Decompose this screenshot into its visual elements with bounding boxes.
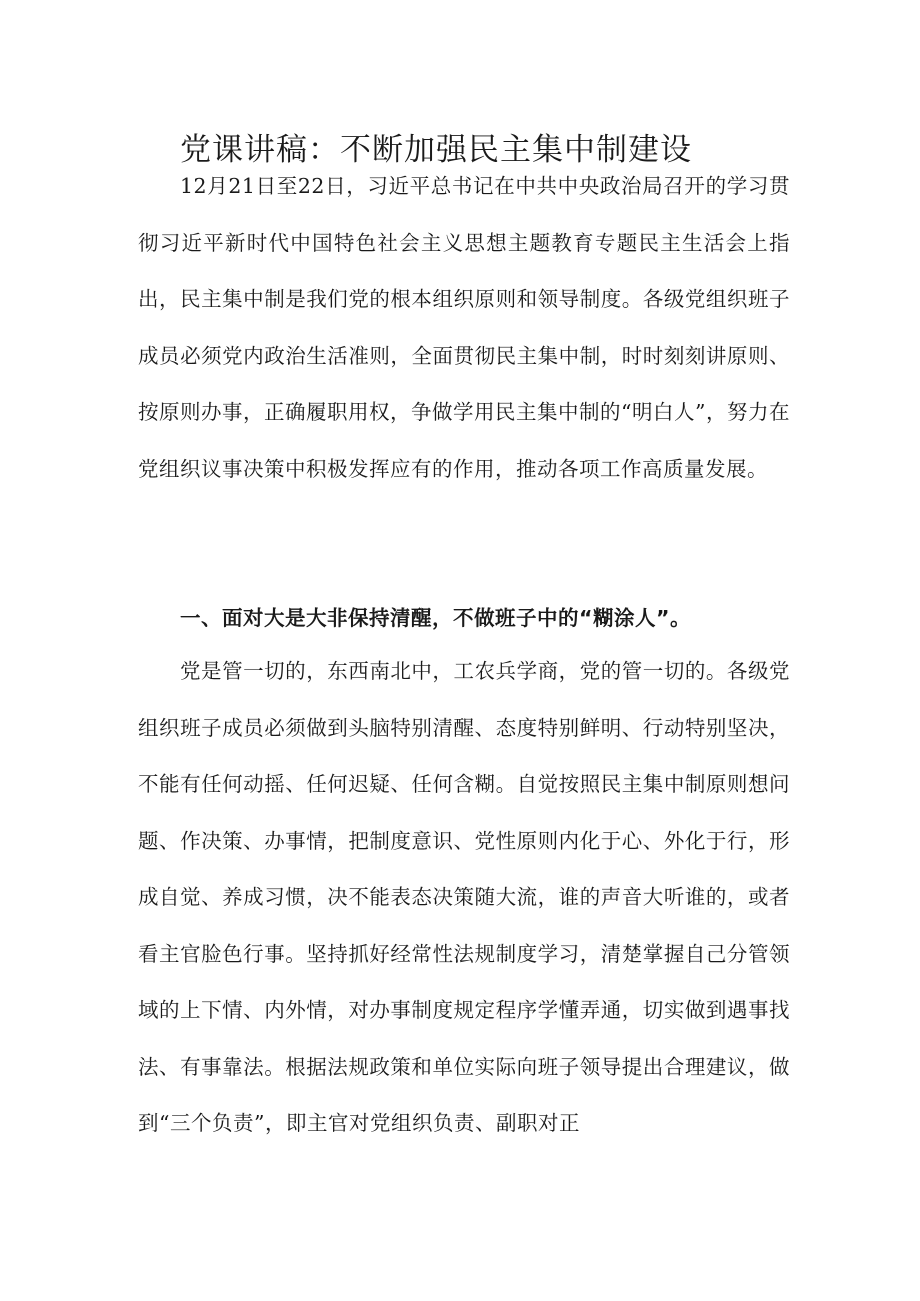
intro-paragraph: 12月21日至22日，习近平总书记在中共中央政治局召开的学习贯彻习近平新时代中国特色社会主义思想主题教育专题民主生活会上指出，民主集中制是我们党的根本组织原则和领导制度。各级党组织班子成员必须党内政治生活准则，全面贯彻民主集中制，时时刻刻讲原则、按原则办事，正确履职用权，争做学用民主集中制的“明白人”，努力在党组织议事决策中积极发挥应有的作用，推动各项工作高质量发展。 [138,174,790,481]
section-heading-1: 一、面对大是大非保持清醒，不做班子中的“糊涂人”。 [180,606,691,630]
document-title: 党课讲稿：不断加强民主集中制建设 [180,132,692,168]
section-1-paragraph: 党是管一切的，东西南北中，工农兵学商，党的管一切的。各级党组织班子成员必须做到头脑特别清醒、态度特别鲜明、行动特别坚决，不能有任何动摇、任何迟疑、任何含糊。自觉按照民主集中制原则想问题、作决策、办事情，把制度意识、党性原则内化于心、外化于行，形成自觉、养成习惯，决不能表态决策随大流，谁的声音大听谁的，或者看主官脸色行事。坚持抓好经常性法规制度学习，清楚掌握自己分管领域的上下情、内外情，对办事制度规定程序学懂弄通，切实做到遇事找法、有事靠法。根据法规政策和单位实际向班子领导提出合理建议，做到“三个负责”，即主官对党组织负责、副职对正 [138,659,790,1135]
